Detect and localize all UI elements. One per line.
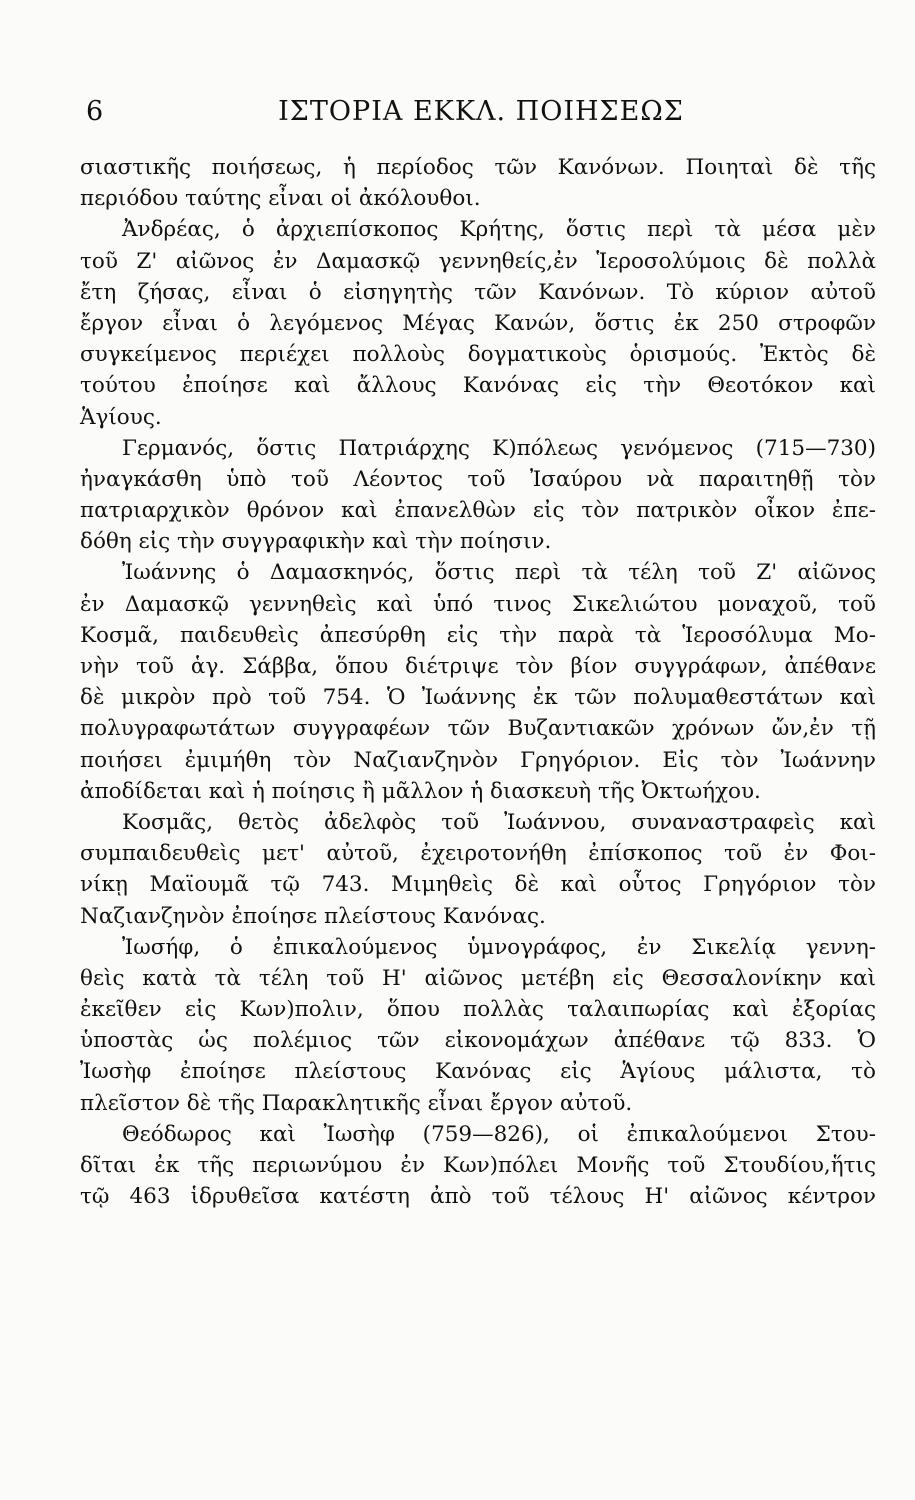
text-line: τούτου ἐποίησε καὶ ἄλλους Κανόνας εἰς τὴν Θεοτόκον καὶ [80, 373, 876, 399]
text-line: ἐκεῖθεν εἰς Κων)πολιν, ὅπου πολλὰς ταλαιπωρίας καὶ ἐξορίας [80, 997, 876, 1023]
text-line: Θεόδωρος καὶ Ἰωσὴφ (759—826), οἱ ἐπικαλούμενοι Στου- [122, 1121, 876, 1147]
page-header [86, 92, 876, 132]
text-line: νὴν τοῦ ἁγ. Σάββα, ὅπου διέτριψε τὸν βίον συγγράφων, ἀπέθανε [80, 654, 876, 679]
text-line: θεὶς κατὰ τὰ τέλη τοῦ Η' αἰῶνος μετέβη εἰς Θεσσαλονίκην καὶ [80, 965, 876, 991]
text-line: Ἁγίους. [80, 404, 162, 430]
text-line: δόθη εἰς τὴν συγγραφικὴν καὶ τὴν ποίησιν. [80, 529, 552, 555]
text-line: δῖται ἐκ τῆς περιωνύμου ἐν Κων)πόλει Μονῆς τοῦ Στουδίου,ἥτις [80, 1153, 876, 1178]
text-line: τῷ 463 ἱδρυθεῖσα κατέστη ἀπὸ τοῦ τέλους Η' αἰῶνος κέντρον [80, 1184, 876, 1210]
body-text [80, 152, 876, 1212]
page-number: 6 [86, 96, 104, 127]
text-line: δὲ μικρὸν πρὸ τοῦ 754. Ὁ Ἰωάννης ἐκ τῶν πολυμαθεστάτων καὶ [80, 685, 876, 711]
text-line: πατριαρχικὸν θρόνον καὶ ἐπανελθὼν εἰς τὸν πατρικὸν οἶκον ἐπε- [80, 498, 876, 524]
running-head: ΙΣΤΟΡΙΑ ΕΚΚΛ. ΠΟΙΗΣΕΩΣ [278, 96, 684, 127]
text-line: Ἰωάννης ὁ Δαμασκηνός, ὅστις περὶ τὰ τέλη τοῦ Ζ' αἰῶνος [122, 560, 876, 586]
text-line: ἀποδίδεται καὶ ἡ ποίησις ἢ μᾶλλον ἡ διασκευὴ τῆς Ὀκτωήχου. [80, 778, 761, 804]
text-line: πολυγραφωτάτων συγγραφέων τῶν Βυζαντιακῶν χρόνων ὤν,ἐν τῇ [80, 716, 876, 742]
text-line: Γερμανός, ὅστις Πατριάρχης Κ)πόλεως γενόμενος (715—730) [122, 435, 876, 461]
text-line: πλεῖστον δὲ τῆς Παρακλητικῆς εἶναι ἔργον αὐτοῦ. [80, 1090, 633, 1116]
text-line: ἔργον εἶναι ὁ λεγόμενος Μέγας Κανών, ὅστις ἐκ 250 στροφῶν [80, 310, 876, 336]
text-line: ἐν Δαμασκῷ γεννηθεὶς καὶ ὑπό τινος Σικελιώτου μοναχοῦ, τοῦ [80, 591, 876, 617]
text-line: ἔτη ζήσας, εἶναι ὁ εἰσηγητὴς τῶν Κανόνων. Τὸ κύριον αὐτοῦ [80, 279, 876, 305]
text-line: συμπαιδευθεὶς μετ' αὐτοῦ, ἐχειροτονήθη ἐπίσκοπος τοῦ ἐν Φοι- [80, 841, 876, 867]
text-line: Κοσμᾶ, παιδευθεὶς ἀπεσύρθη εἰς τὴν παρὰ τὰ Ἱεροσόλυμα Μο- [80, 622, 876, 648]
text-line: τοῦ Ζ' αἰῶνος ἐν Δαμασκῷ γεννηθείς,ἐν Ἱεροσολύμοις δὲ πολλὰ [80, 248, 876, 274]
text-line: Κοσμᾶς, θετὸς ἀδελφὸς τοῦ Ἰωάννου, συναναστραφεὶς καὶ [122, 809, 876, 835]
text-line: ἠναγκάσθη ὑπὸ τοῦ Λέοντος τοῦ Ἰσαύρου νὰ παραιτηθῇ τὸν [80, 466, 876, 492]
text-line: Ναζιανζηνὸν ἐποίησε πλείστους Κανόνας. [80, 903, 546, 929]
text-line: σιαστικῆς ποιήσεως, ἡ περίοδος τῶν Κανόνων. Ποιηταὶ δὲ τῆς [80, 155, 876, 180]
text-line: ποιήσει ἐμιμήθη τὸν Ναζιανζηνὸν Γρηγόριον. Εἰς τὸν Ἰωάννην [80, 747, 876, 773]
text-line: συγκείμενος περιέχει πολλοὺς δογματικοὺς ὁρισμούς. Ἐκτὸς δὲ [80, 342, 876, 368]
text-line: περιόδου ταύτης εἶναι οἱ ἀκόλουθοι. [80, 186, 481, 212]
text-line: Ἀνδρέας, ὁ ἀρχιεπίσκοπος Κρήτης, ὅστις περὶ τὰ μέσα μὲν [122, 217, 876, 243]
text-line: ὑποστὰς ὡς πολέμιος τῶν εἰκονομάχων ἀπέθανε τῷ 833. Ὁ [80, 1028, 876, 1054]
text-line: Ἰωσήφ, ὁ ἐπικαλούμενος ὑμνογράφος, ἐν Σικελίᾳ γεννη- [122, 934, 876, 960]
text-line: Ἰωσὴφ ἐποίησε πλείστους Κανόνας εἰς Ἁγίους μάλιστα, τὸ [80, 1059, 876, 1085]
text-line: νίκῃ Μαϊουμᾶ τῷ 743. Μιμηθεὶς δὲ καὶ οὗτος Γρηγόριον τὸν [80, 872, 876, 898]
